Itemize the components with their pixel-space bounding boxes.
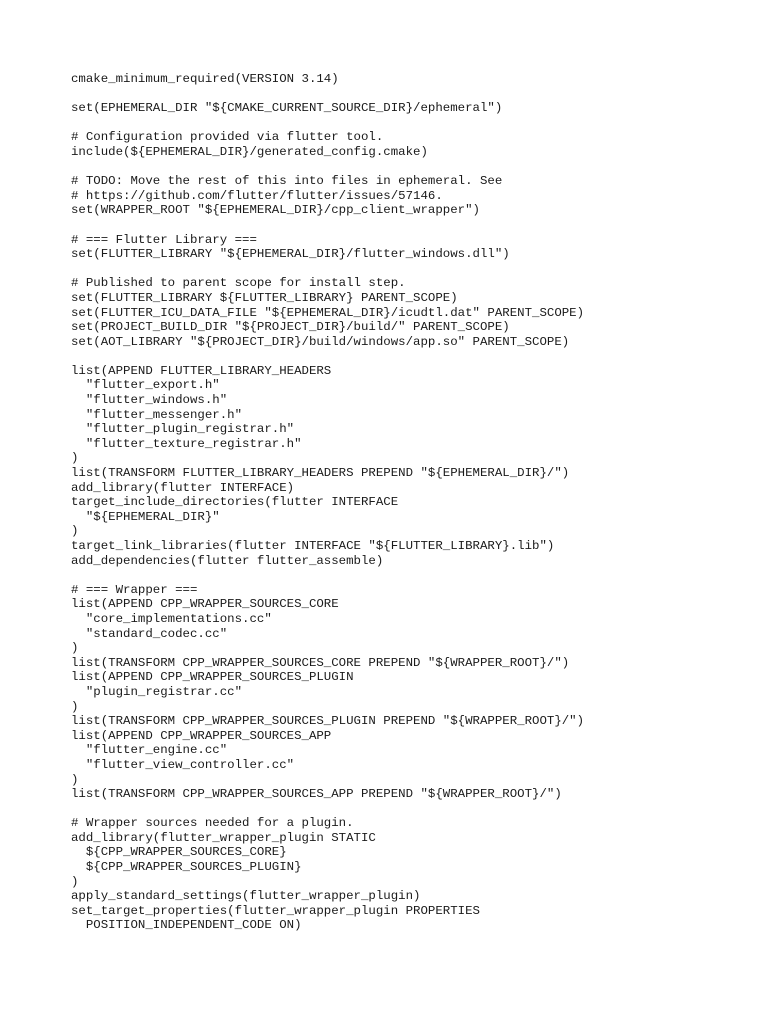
code-line: "flutter_messenger.h" <box>71 407 243 422</box>
code-line: list(TRANSFORM CPP_WRAPPER_SOURCES_CORE PREPEND "${WRAPPER_ROOT}/") <box>71 655 570 670</box>
code-line: # === Wrapper === <box>71 582 198 597</box>
code-line: POSITION_INDEPENDENT_CODE ON) <box>71 918 302 933</box>
code-line: list(TRANSFORM CPP_WRAPPER_SOURCES_PLUGIN PREPEND "${WRAPPER_ROOT}/") <box>71 714 585 729</box>
code-line <box>71 262 584 277</box>
code-line: ) <box>71 772 79 787</box>
code-line: ) <box>71 641 79 656</box>
code-line: add_library(flutter INTERFACE) <box>71 480 295 495</box>
code-line: set_target_properties(flutter_wrapper_plugin PROPERTIES <box>71 903 480 918</box>
code-line: include(${EPHEMERAL_DIR}/generated_config.cmake) <box>71 144 428 159</box>
code-line: # === Flutter Library === <box>71 232 257 247</box>
code-line: set(PROJECT_BUILD_DIR "${PROJECT_DIR}/build/" PARENT_SCOPE) <box>71 320 510 335</box>
code-line: # TODO: Move the rest of this into files in ephemeral. See <box>71 174 503 189</box>
code-line: target_include_directories(flutter INTERFACE <box>71 495 399 510</box>
code-line: "flutter_export.h" <box>71 378 220 393</box>
code-line: ) <box>71 524 79 539</box>
code-line: list(TRANSFORM CPP_WRAPPER_SOURCES_APP PREPEND "${WRAPPER_ROOT}/") <box>71 787 562 802</box>
code-line: # Wrapper sources needed for a plugin. <box>71 816 354 831</box>
code-line: ) <box>71 874 79 889</box>
code-line: # https://github.com/flutter/flutter/issues/57146. <box>71 188 443 203</box>
code-line: "flutter_engine.cc" <box>71 743 228 758</box>
code-line: "standard_codec.cc" <box>71 626 228 641</box>
code-line: ) <box>71 451 79 466</box>
code-line: set(EPHEMERAL_DIR "${CMAKE_CURRENT_SOURCE_DIR}/ephemeral") <box>71 101 503 116</box>
code-line <box>71 349 584 364</box>
code-line: # Published to parent scope for install step. <box>71 276 406 291</box>
code-line: "flutter_view_controller.cc" <box>71 757 295 772</box>
code-line: set(FLUTTER_LIBRARY "${EPHEMERAL_DIR}/flutter_windows.dll") <box>71 247 510 262</box>
code-line: "core_implementations.cc" <box>71 611 272 626</box>
code-line <box>71 116 584 131</box>
code-line <box>71 160 584 175</box>
code-line: "flutter_plugin_registrar.h" <box>71 422 295 437</box>
code-line: target_link_libraries(flutter INTERFACE "${FLUTTER_LIBRARY}.lib") <box>71 539 555 553</box>
code-line: set(FLUTTER_ICU_DATA_FILE "${EPHEMERAL_DIR}/icudtl.dat" PARENT_SCOPE) <box>71 305 585 320</box>
code-line <box>71 87 584 102</box>
code-line: "flutter_windows.h" <box>71 393 228 408</box>
code-line: cmake_minimum_required(VERSION 3.14) <box>71 72 339 86</box>
code-line: list(APPEND CPP_WRAPPER_SOURCES_PLUGIN <box>71 670 354 685</box>
code-line: list(APPEND CPP_WRAPPER_SOURCES_CORE <box>71 597 339 612</box>
code-line <box>71 802 584 817</box>
code-line <box>71 568 584 583</box>
code-line: add_library(flutter_wrapper_plugin STATIC <box>71 830 376 845</box>
code-line: add_dependencies(flutter flutter_assemble) <box>71 553 384 568</box>
code-line: set(FLUTTER_LIBRARY ${FLUTTER_LIBRARY} PARENT_SCOPE) <box>71 290 458 305</box>
code-line: list(APPEND FLUTTER_LIBRARY_HEADERS <box>71 363 332 378</box>
code-line: list(TRANSFORM FLUTTER_LIBRARY_HEADERS PREPEND "${EPHEMERAL_DIR}/") <box>71 466 570 481</box>
code-line: list(APPEND CPP_WRAPPER_SOURCES_APP <box>71 728 332 743</box>
code-listing <box>71 72 584 933</box>
code-line: # Configuration provided via flutter tool. <box>71 130 384 145</box>
code-line: set(WRAPPER_ROOT "${EPHEMERAL_DIR}/cpp_client_wrapper") <box>71 203 480 218</box>
code-line: "flutter_texture_registrar.h" <box>71 436 302 451</box>
code-line: apply_standard_settings(flutter_wrapper_plugin) <box>71 889 421 904</box>
code-line: "${EPHEMERAL_DIR}" <box>71 509 220 524</box>
code-line: ${CPP_WRAPPER_SOURCES_CORE} <box>71 845 287 860</box>
code-line: set(AOT_LIBRARY "${PROJECT_DIR}/build/windows/app.so" PARENT_SCOPE) <box>71 334 570 349</box>
code-line: ${CPP_WRAPPER_SOURCES_PLUGIN} <box>71 860 302 875</box>
code-line <box>71 218 584 233</box>
code-line: "plugin_registrar.cc" <box>71 684 243 699</box>
code-line: ) <box>71 699 79 714</box>
